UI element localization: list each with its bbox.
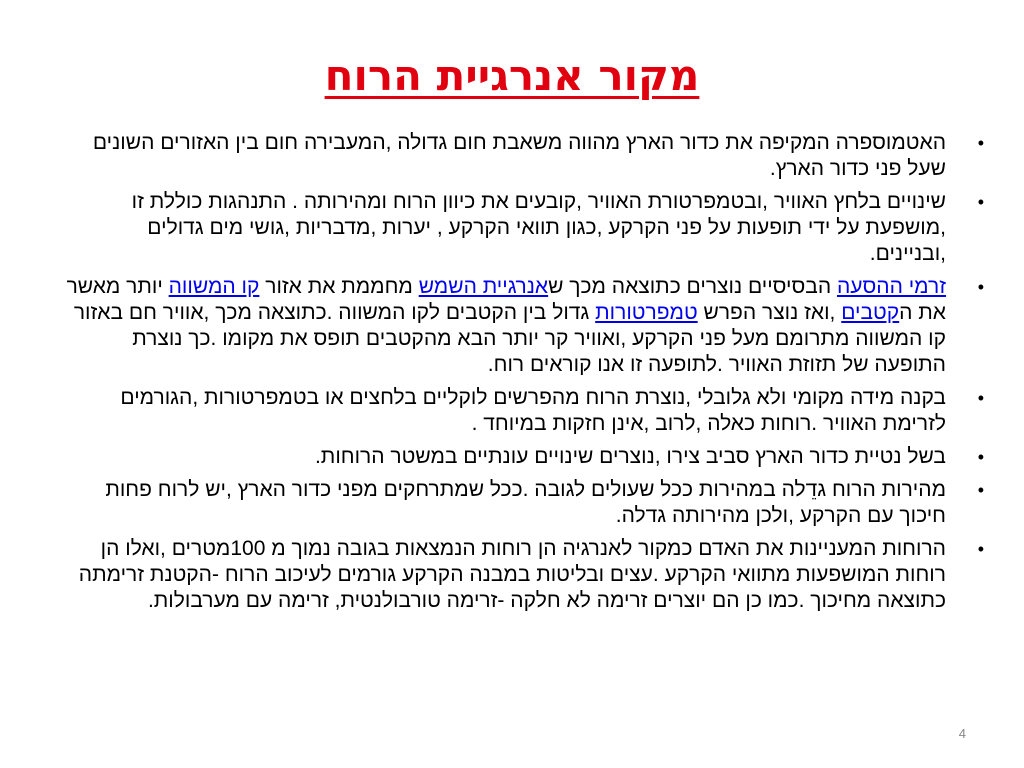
bullet-text: שינויים בלחץ האוויר ,ובטמפרטורת האוויר ,קובעים את כיוון הרוח ומהירותה . התנהגות כוללת זו ,מושפעת על ידי תופעות על פני הקרקע ,כגון תוואי הקרקע , יערות ,מדבריות ,גושי מים גדולים ,ובניינים. xyxy=(131,190,946,265)
bullet-item-3 xyxy=(66,274,984,378)
bullet-icon: • xyxy=(977,447,984,467)
bullet-icon: • xyxy=(977,192,984,212)
link-poles[interactable]: קטבים xyxy=(841,301,900,324)
link-solar-energy[interactable]: אנרגיית השמש xyxy=(418,275,549,298)
bullet-text: האטמוספרה המקיפה את כדור הארץ מהווה משאבת חום גדולה ,המעבירה חום בין האזורים השונים שעל פני כדור הארץ. xyxy=(92,131,946,180)
bullet-text: מהירות הרוח גדֵלה במהירות ככל שעולים לגובה .ככל שמתרחקים מפני כדור הארץ ,יש לרוח פחות חיכוך עם הקרקע ,ולכן מהירותה גדלה. xyxy=(105,478,946,527)
bullet-text: הרוחות המעניינות את האדם כמקור לאנרגיה הן רוחות הנמצאות בגובה נמוך מ 100מטרים ,ואלו הן רוחות המושפעות מתוואי הקרקע .עצים ובליטות במבנה הקרקע גורמים לעיכוב הרוח -הקטנת זרימתה כתוצאה מחיכוך .כמו כן הם יוצרים זרימה לא חלקה -זרימה טורבולנטית, זרימה עם מערבולות. xyxy=(78,537,946,612)
bullet-item-6 xyxy=(66,477,984,529)
bullet-item-4 xyxy=(66,385,984,437)
bullet-icon: • xyxy=(977,277,984,297)
bullet-text: בשל נטיית כדור הארץ סביב צירו ,נוצרים שינויים עונתיים במשטר הרוחות. xyxy=(314,445,946,468)
bullet-text-part: הבסיסיים נוצרים כתוצאה מכך ש xyxy=(548,275,837,298)
bullet-icon: • xyxy=(977,388,984,408)
bullet-item-2 xyxy=(66,189,984,267)
link-convection-currents[interactable]: זרמי ההסעה xyxy=(836,275,946,298)
bullet-text: בקנה מידה מקומי ולא גלובלי ,נוצרת הרוח מהפרשים לוקליים בלחצים או בטמפרטורות ,הגורמים לזרימת האוויר .רוחות כאלה ,לרוב ,אינן חזקות במיוחד . xyxy=(120,386,946,435)
bullet-text-part: גדול בין הקטבים לקו המשווה .כתוצאה מכך ,אוויר חם באזור קו המשווה מתרומם מעל פני הקרקע ,ואוויר קר יותר הבא מהקטבים תופס את מקומו .כך נוצרת התופעה של תזוזת האוויר .לתופעה זו אנו קוראים רוח. xyxy=(73,301,946,376)
bullet-item-7 xyxy=(66,536,984,614)
bullet-icon: • xyxy=(977,480,984,500)
bullet-text-part: ,ואז נוצר הפרש xyxy=(697,301,842,324)
link-temperatures[interactable]: טמפרטורות xyxy=(595,301,698,324)
bullet-text-part: יותר מאשר את ה xyxy=(66,275,946,324)
bullet-icon: • xyxy=(977,133,984,153)
slide-title: מקור אנרגיית הרוח xyxy=(324,51,700,100)
bullet-item-5 xyxy=(66,444,984,470)
bullet-item-1 xyxy=(66,130,984,182)
bullet-text-part: מחממת את אזור xyxy=(259,275,419,298)
link-equator[interactable]: קו המשווה xyxy=(168,275,260,298)
page-number: 4 xyxy=(958,726,966,741)
bullet-icon: • xyxy=(977,539,984,559)
bullet-list xyxy=(66,130,984,621)
